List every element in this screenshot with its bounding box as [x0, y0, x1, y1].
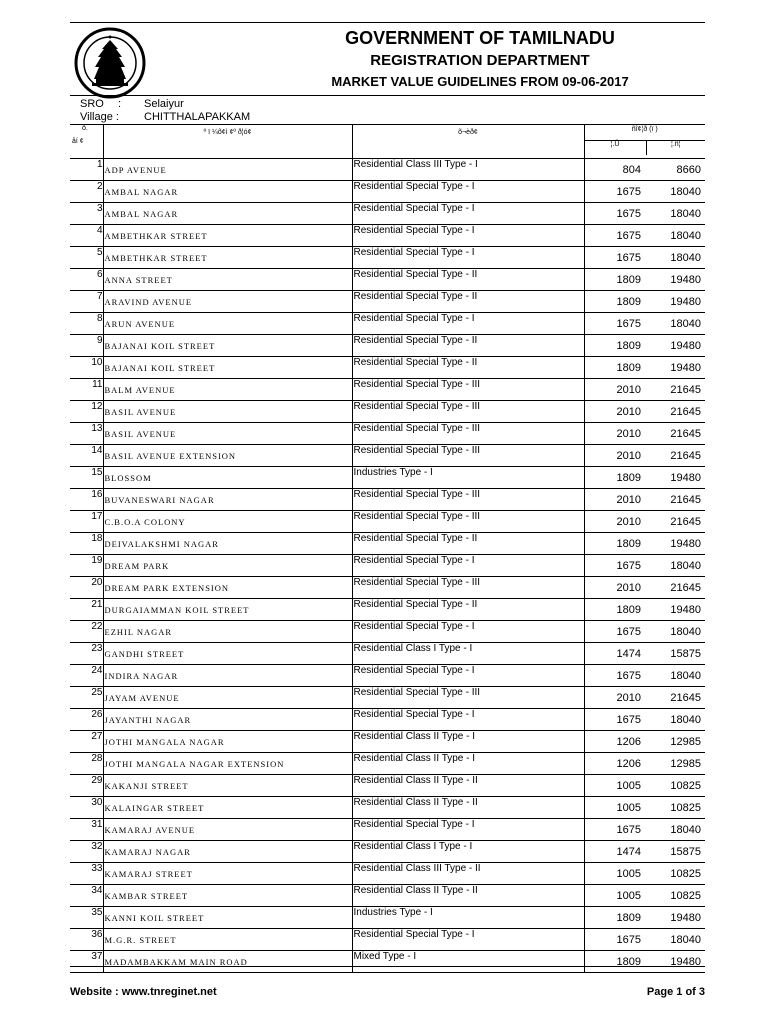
rate-a-cell: 1206: [584, 731, 645, 753]
rate-a-cell: 1005: [584, 775, 645, 797]
serial-cell: 4: [70, 225, 103, 247]
type-cell: Residential Special Type - III: [352, 577, 584, 599]
table-row: [70, 489, 705, 511]
rate-b-cell: 19480: [645, 599, 705, 621]
rate-a-cell: 804: [584, 159, 645, 181]
sro-value: Selaiyur: [144, 98, 184, 110]
rate-a-cell: 1005: [584, 885, 645, 907]
street-cell: BAJANAI KOIL STREET: [103, 335, 352, 357]
street-cell: BAJANAI KOIL STREET: [103, 357, 352, 379]
serial-cell: 29: [70, 775, 103, 797]
rate-a-cell: 1675: [584, 819, 645, 841]
type-cell: Residential Special Type - III: [352, 445, 584, 467]
rate-a-cell: 2010: [584, 423, 645, 445]
rate-a-cell: 1675: [584, 929, 645, 951]
type-cell: Residential Special Type - I: [352, 247, 584, 269]
table-row: [70, 511, 705, 533]
street-cell: M.G.R. STREET: [103, 929, 352, 951]
type-cell: Residential Special Type - I: [352, 929, 584, 951]
type-cell: Residential Special Type - III: [352, 489, 584, 511]
table-row: [70, 423, 705, 445]
table-row: [70, 247, 705, 269]
street-cell: ARUN AVENUE: [103, 313, 352, 335]
table-row: [70, 753, 705, 775]
rate-a-cell: 1675: [584, 181, 645, 203]
street-cell: INDIRA NAGAR: [103, 665, 352, 687]
rate-a-cell: 1809: [584, 533, 645, 555]
col-rate-b: ¦.ñ¦: [671, 141, 681, 148]
top-rule: [70, 22, 705, 23]
rate-b-cell: 18040: [645, 819, 705, 841]
rate-a-cell: 1675: [584, 247, 645, 269]
street-cell: BASIL AVENUE EXTENSION: [103, 445, 352, 467]
rate-a-cell: 2010: [584, 511, 645, 533]
street-cell: KANNI KOIL STREET: [103, 907, 352, 929]
street-cell: ARAVIND AVENUE: [103, 291, 352, 313]
street-cell: JAYAM AVENUE: [103, 687, 352, 709]
street-cell: DREAM PARK EXTENSION: [103, 577, 352, 599]
rate-a-cell: 2010: [584, 445, 645, 467]
rate-b-cell: 10825: [645, 863, 705, 885]
serial-cell: 16: [70, 489, 103, 511]
rate-a-cell: 1675: [584, 555, 645, 577]
rate-b-cell: 19480: [645, 533, 705, 555]
sro-row: [80, 98, 184, 110]
table-row: [70, 929, 705, 951]
table-row: [70, 291, 705, 313]
rate-a-cell: 2010: [584, 489, 645, 511]
type-cell: Residential Special Type - I: [352, 709, 584, 731]
rate-a-cell: 1809: [584, 951, 645, 973]
rate-b-cell: 12985: [645, 731, 705, 753]
serial-cell: 28: [70, 753, 103, 775]
rate-b-cell: 21645: [645, 489, 705, 511]
table-row: [70, 797, 705, 819]
rate-a-cell: 1675: [584, 665, 645, 687]
rate-b-cell: 19480: [645, 951, 705, 973]
serial-cell: 13: [70, 423, 103, 445]
table-row: [70, 665, 705, 687]
table-row: [70, 599, 705, 621]
table-row: [70, 203, 705, 225]
table-row: [70, 379, 705, 401]
rate-b-cell: 18040: [645, 225, 705, 247]
street-cell: EZHIL NAGAR: [103, 621, 352, 643]
street-cell: KAMARAJ NAGAR: [103, 841, 352, 863]
street-cell: ANNA STREET: [103, 269, 352, 291]
serial-cell: 26: [70, 709, 103, 731]
street-cell: C.B.O.A COLONY: [103, 511, 352, 533]
table-row: [70, 951, 705, 973]
serial-cell: 36: [70, 929, 103, 951]
table-row: [70, 885, 705, 907]
type-cell: Residential Special Type - I: [352, 819, 584, 841]
serial-cell: 27: [70, 731, 103, 753]
serial-cell: 34: [70, 885, 103, 907]
header-rule: [70, 95, 705, 96]
website-label: Website : www.tnreginet.net: [70, 986, 217, 998]
village-row: [80, 111, 250, 123]
table-row: [70, 863, 705, 885]
rate-b-cell: 18040: [645, 709, 705, 731]
street-cell: MADAMBAKKAM MAIN ROAD: [103, 951, 352, 973]
col-type-header: õ¬èð¢: [352, 125, 584, 159]
rate-a-cell: 1206: [584, 753, 645, 775]
village-value: CHITTHALAPAKKAM: [144, 111, 251, 123]
type-cell: Residential Special Type - II: [352, 269, 584, 291]
street-cell: AMBAL NAGAR: [103, 203, 352, 225]
rate-a-cell: 1809: [584, 291, 645, 313]
rate-b-cell: 21645: [645, 379, 705, 401]
rate-b-cell: 19480: [645, 335, 705, 357]
type-cell: Residential Class III Type - I: [352, 159, 584, 181]
street-cell: BASIL AVENUE: [103, 401, 352, 423]
serial-cell: 19: [70, 555, 103, 577]
rate-b-cell: 10825: [645, 885, 705, 907]
serial-cell: 35: [70, 907, 103, 929]
street-cell: KAMARAJ AVENUE: [103, 819, 352, 841]
street-cell: DREAM PARK: [103, 555, 352, 577]
rate-b-cell: 15875: [645, 643, 705, 665]
col-rate-a: ¦.Ü: [585, 141, 647, 155]
type-cell: Industries Type - I: [352, 907, 584, 929]
rate-b-cell: 21645: [645, 511, 705, 533]
serial-cell: 5: [70, 247, 103, 269]
type-cell: Residential Class I Type - I: [352, 643, 584, 665]
type-cell: Residential Special Type - II: [352, 291, 584, 313]
guideline-subtitle: MARKET VALUE GUIDELINES FROM 09-06-2017: [331, 74, 629, 89]
street-cell: JOTHI MANGALA NAGAR EXTENSION: [103, 753, 352, 775]
rate-b-cell: 21645: [645, 577, 705, 599]
street-cell: DEIVALAKSHMI NAGAR: [103, 533, 352, 555]
table-row: [70, 313, 705, 335]
sro-label: SRO: [80, 98, 104, 110]
rate-b-cell: 19480: [645, 467, 705, 489]
rate-b-cell: 19480: [645, 269, 705, 291]
type-cell: Residential Class II Type - I: [352, 753, 584, 775]
rate-a-cell: 2010: [584, 687, 645, 709]
type-cell: Residential Special Type - I: [352, 181, 584, 203]
rate-b-cell: 18040: [645, 203, 705, 225]
village-label: Village :: [80, 111, 119, 123]
serial-cell: 12: [70, 401, 103, 423]
table-row: [70, 731, 705, 753]
rate-b-cell: 21645: [645, 687, 705, 709]
rate-b-cell: 21645: [645, 401, 705, 423]
street-cell: BUVANESWARI NAGAR: [103, 489, 352, 511]
rate-a-cell: 1675: [584, 203, 645, 225]
department-title: REGISTRATION DEPARTMENT: [370, 52, 590, 69]
serial-cell: 10: [70, 357, 103, 379]
rate-b-cell: 18040: [645, 929, 705, 951]
rate-a-cell: 1675: [584, 313, 645, 335]
table-row: [70, 555, 705, 577]
rate-a-cell: 1675: [584, 621, 645, 643]
street-cell: AMBETHKAR STREET: [103, 247, 352, 269]
rate-a-cell: 1809: [584, 335, 645, 357]
table-row: [70, 709, 705, 731]
serial-cell: 31: [70, 819, 103, 841]
rate-b-cell: 18040: [645, 313, 705, 335]
street-cell: AMBETHKAR STREET: [103, 225, 352, 247]
table-row: [70, 533, 705, 555]
col-serial-top: õ.: [82, 125, 88, 132]
type-cell: Residential Special Type - I: [352, 225, 584, 247]
table-row: [70, 643, 705, 665]
rate-b-cell: 18040: [645, 247, 705, 269]
rate-a-cell: 1005: [584, 863, 645, 885]
serial-cell: 11: [70, 379, 103, 401]
table-row: [70, 335, 705, 357]
rate-a-cell: 1474: [584, 643, 645, 665]
rate-a-cell: 1675: [584, 225, 645, 247]
rate-a-cell: 1675: [584, 709, 645, 731]
table-row: [70, 819, 705, 841]
serial-cell: 23: [70, 643, 103, 665]
table-row: [70, 687, 705, 709]
serial-cell: 7: [70, 291, 103, 313]
guideline-table: [70, 124, 705, 973]
rate-b-cell: 19480: [645, 357, 705, 379]
rate-b-cell: 10825: [645, 775, 705, 797]
serial-cell: 9: [70, 335, 103, 357]
type-cell: Residential Special Type - I: [352, 621, 584, 643]
rate-a-cell: 1809: [584, 907, 645, 929]
street-cell: KAMARAJ STREET: [103, 863, 352, 885]
serial-cell: 17: [70, 511, 103, 533]
table-row: [70, 841, 705, 863]
serial-cell: 33: [70, 863, 103, 885]
type-cell: Residential Special Type - I: [352, 665, 584, 687]
serial-cell: 6: [70, 269, 103, 291]
serial-cell: 21: [70, 599, 103, 621]
type-cell: Residential Special Type - I: [352, 203, 584, 225]
rate-b-cell: 19480: [645, 907, 705, 929]
street-cell: JAYANTHI NAGAR: [103, 709, 352, 731]
serial-cell: 14: [70, 445, 103, 467]
table-row: [70, 621, 705, 643]
page-number: Page 1 of 3: [646, 986, 705, 998]
serial-cell: 32: [70, 841, 103, 863]
type-cell: Residential Special Type - I: [352, 313, 584, 335]
serial-cell: 8: [70, 313, 103, 335]
table-row: [70, 225, 705, 247]
page-title: GOVERNMENT OF TAMILNADU: [345, 28, 615, 48]
rate-b-cell: 15875: [645, 841, 705, 863]
table-row: [70, 357, 705, 379]
type-cell: Residential Special Type - III: [352, 379, 584, 401]
rate-b-cell: 12985: [645, 753, 705, 775]
type-cell: Mixed Type - I: [352, 951, 584, 973]
rate-a-cell: 2010: [584, 401, 645, 423]
table-row: [70, 445, 705, 467]
type-cell: Residential Special Type - II: [352, 357, 584, 379]
rate-a-cell: 1809: [584, 599, 645, 621]
rate-a-cell: 1809: [584, 357, 645, 379]
street-cell: BLOSSOM: [103, 467, 352, 489]
table-row: [70, 159, 705, 181]
rate-a-cell: 1809: [584, 467, 645, 489]
street-cell: KALAINGAR STREET: [103, 797, 352, 819]
tamilnadu-emblem-icon: [72, 27, 148, 99]
table-row: [70, 907, 705, 929]
col-rate-title: ñî¢¦ð (ï ): [631, 126, 658, 133]
rate-b-cell: 10825: [645, 797, 705, 819]
type-cell: Residential Special Type - III: [352, 687, 584, 709]
serial-cell: 1: [70, 159, 103, 181]
street-cell: JOTHI MANGALA NAGAR: [103, 731, 352, 753]
street-cell: AMBAL NAGAR: [103, 181, 352, 203]
rate-a-cell: 1474: [584, 841, 645, 863]
rate-b-cell: 21645: [645, 423, 705, 445]
sro-sep: :: [118, 98, 122, 110]
type-cell: Residential Class II Type - II: [352, 885, 584, 907]
table-row: [70, 181, 705, 203]
type-cell: Residential Class II Type - I: [352, 731, 584, 753]
footer-rule: [70, 966, 705, 967]
col-serial-bottom: åí ¢: [72, 138, 84, 145]
serial-cell: 20: [70, 577, 103, 599]
serial-cell: 2: [70, 181, 103, 203]
type-cell: Residential Special Type - I: [352, 555, 584, 577]
type-cell: Residential Class III Type - II: [352, 863, 584, 885]
table-row: [70, 775, 705, 797]
rate-a-cell: 2010: [584, 379, 645, 401]
rate-b-cell: 19480: [645, 291, 705, 313]
serial-cell: 3: [70, 203, 103, 225]
street-cell: BALM AVENUE: [103, 379, 352, 401]
rate-b-cell: 18040: [645, 621, 705, 643]
type-cell: Residential Special Type - III: [352, 511, 584, 533]
rate-b-cell: 18040: [645, 665, 705, 687]
type-cell: Residential Special Type - III: [352, 423, 584, 445]
type-cell: Residential Special Type - II: [352, 599, 584, 621]
col-serial-header: [70, 125, 103, 159]
type-cell: Residential Class I Type - I: [352, 841, 584, 863]
rate-b-cell: 8660: [645, 159, 705, 181]
rate-b-cell: 18040: [645, 555, 705, 577]
serial-cell: 30: [70, 797, 103, 819]
type-cell: Residential Special Type - II: [352, 533, 584, 555]
serial-cell: 15: [70, 467, 103, 489]
rate-a-cell: 2010: [584, 577, 645, 599]
col-rate-header: [584, 125, 705, 159]
table-header-row: [70, 125, 705, 159]
serial-cell: 25: [70, 687, 103, 709]
rate-a-cell: 1005: [584, 797, 645, 819]
street-cell: ADP AVENUE: [103, 159, 352, 181]
street-cell: KAKANJI STREET: [103, 775, 352, 797]
street-cell: KAMBAR STREET: [103, 885, 352, 907]
street-cell: DURGAIAMMAN KOIL STREET: [103, 599, 352, 621]
table-row: [70, 577, 705, 599]
serial-cell: 18: [70, 533, 103, 555]
type-cell: Residential Special Type - III: [352, 401, 584, 423]
type-cell: Residential Class II Type - II: [352, 797, 584, 819]
type-cell: Residential Special Type - II: [352, 335, 584, 357]
col-street-header: º ï ¼õ¢ì ¢º ð¦ó¢: [103, 125, 352, 159]
rate-b-cell: 21645: [645, 445, 705, 467]
type-cell: Residential Class II Type - II: [352, 775, 584, 797]
serial-cell: 37: [70, 951, 103, 973]
serial-cell: 24: [70, 665, 103, 687]
table-row: [70, 401, 705, 423]
table-row: [70, 269, 705, 291]
rate-a-cell: 1809: [584, 269, 645, 291]
table-row: [70, 467, 705, 489]
rate-b-cell: 18040: [645, 181, 705, 203]
type-cell: Industries Type - I: [352, 467, 584, 489]
street-cell: BASIL AVENUE: [103, 423, 352, 445]
serial-cell: 22: [70, 621, 103, 643]
street-cell: GANDHI STREET: [103, 643, 352, 665]
